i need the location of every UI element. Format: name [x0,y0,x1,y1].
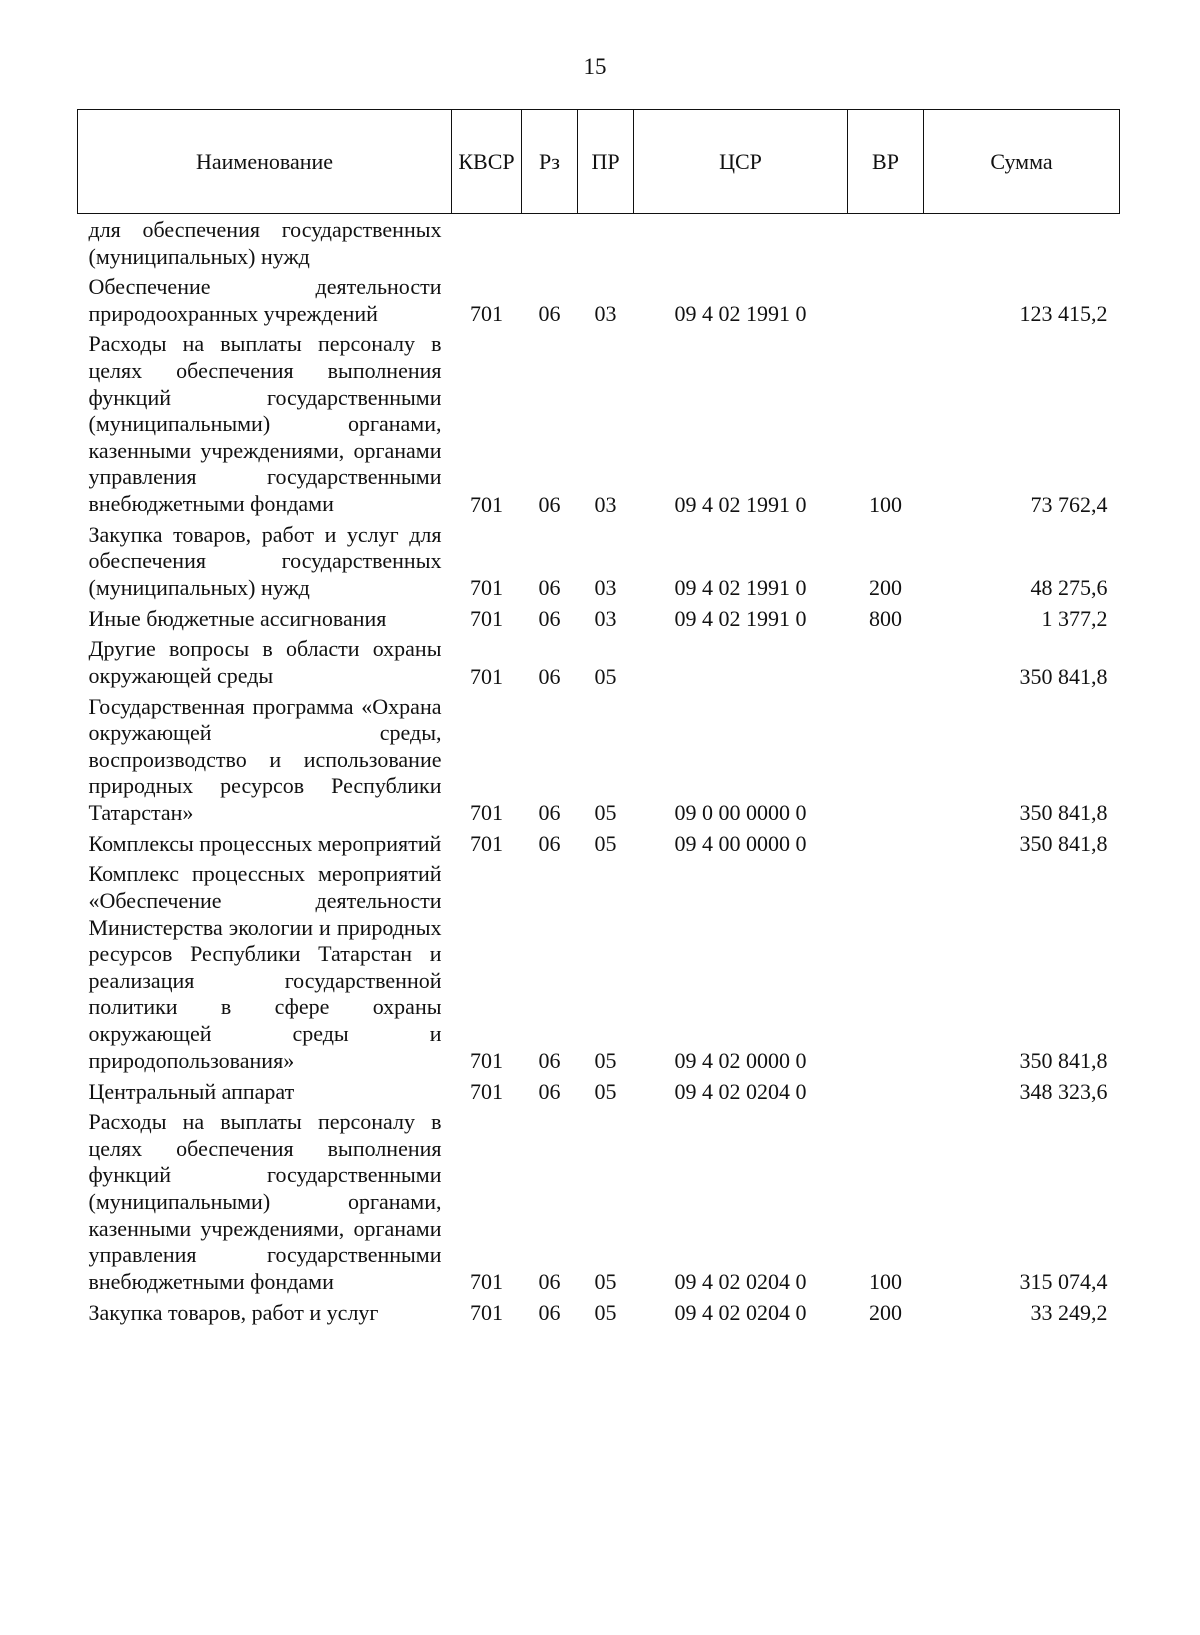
row-csr: 09 4 02 1991 0 [674,575,807,601]
table-row [78,861,1120,1078]
row-name: Государственная программа «Охрана окружающей среды, воспроизводство и использование природных ресурсов Республики Татарстан» [88,693,442,825]
row-kvsr: 701 [470,800,503,826]
row-csr: 09 0 00 0000 0 [674,800,807,826]
row-kvsr: 701 [470,831,503,857]
row-csr: 09 4 02 0000 0 [674,1048,807,1074]
row-csr [634,636,848,693]
row-name: Комплекс процессных мероприятий «Обеспечение деятельности Министерства экологии и природных ресурсов Республики Татарстан и реализация государственной политики в сфере охраны окружающей среды и природопользования» [88,861,442,1073]
row-pr: 05 [594,831,617,857]
row-vr: 100 [869,491,902,517]
row-csr: 09 4 02 0204 0 [674,1269,807,1295]
row-kvsr: 701 [470,491,503,517]
table-row [78,1078,1120,1109]
row-name: Расходы на выплаты персоналу в целях обеспечения выполнения функций государственными (муниципальными) органами, казенными учреждениями, органами управления государственными внебюджетными фондами [88,1109,442,1294]
row-rz: 06 [538,831,561,857]
table-row [78,214,1120,275]
column-header-pr: ПР [578,110,634,214]
row-sum [924,214,1120,275]
row-pr: 05 [594,1048,617,1074]
row-name: Расходы на выплаты персоналу в целях обеспечения выполнения функций государственными (муниципальными) органами, казенными учреждениями, органами управления государственными внебюджетными фондами [88,331,442,516]
row-kvsr: 701 [470,663,503,689]
row-pr: 05 [594,663,617,689]
row-rz: 06 [538,491,561,517]
row-sum: 33 249,2 [1030,1300,1108,1326]
column-header-kvsr: КВСР [452,110,522,214]
row-rz: 06 [538,1079,561,1105]
table-row [78,605,1120,636]
row-kvsr: 701 [470,606,503,632]
table-row [78,331,1120,521]
table-row [78,1299,1120,1330]
column-header-vr: ВР [848,110,924,214]
table-row [78,694,1120,831]
row-rz: 06 [538,1300,561,1326]
column-header-sum: Сумма [924,110,1120,214]
row-csr: 09 4 02 1991 0 [674,491,807,517]
row-name: Центральный аппарат [88,1078,295,1104]
table-row [78,1109,1120,1299]
row-rz: 06 [538,1269,561,1295]
row-vr: 100 [869,1269,902,1295]
row-csr [634,214,848,275]
row-rz: 06 [538,800,561,826]
row-name: Закупка товаров, работ и услуг [88,1299,379,1325]
row-sum: 48 275,6 [1030,575,1108,601]
row-vr [848,1078,924,1109]
row-pr: 05 [594,1079,617,1105]
row-kvsr: 701 [470,301,503,327]
row-kvsr: 701 [470,1300,503,1326]
row-rz: 06 [538,606,561,632]
row-csr: 09 4 02 0204 0 [674,1079,807,1105]
row-vr [848,694,924,831]
row-kvsr: 701 [470,1048,503,1074]
row-vr [848,861,924,1078]
row-rz: 06 [538,1048,561,1074]
row-name: для обеспечения государственных (муниципальных) нужд [88,217,442,269]
row-sum: 123 415,2 [1019,301,1108,327]
row-pr: 05 [594,800,617,826]
row-sum: 73 762,4 [1030,491,1108,517]
column-header-csr: ЦСР [634,110,848,214]
table-row [78,274,1120,331]
row-sum: 348 323,6 [1019,1079,1108,1105]
table-header [78,110,1120,214]
budget-table [77,109,1120,1330]
row-vr: 200 [869,1300,902,1326]
row-name: Иные бюджетные ассигнования [88,605,387,631]
row-sum: 350 841,8 [1019,831,1108,857]
row-vr [848,214,924,275]
row-csr: 09 4 02 0204 0 [674,1300,807,1326]
row-kvsr [452,214,522,275]
row-rz [522,214,578,275]
row-pr [578,214,634,275]
page-number: 15 [583,54,607,79]
row-csr: 09 4 02 1991 0 [674,301,807,327]
row-sum: 350 841,8 [1019,1048,1108,1074]
row-csr: 09 4 02 1991 0 [674,606,807,632]
row-csr: 09 4 00 0000 0 [674,831,807,857]
row-vr [848,636,924,693]
row-vr: 800 [869,606,902,632]
row-sum: 1 377,2 [1041,606,1108,632]
row-rz: 06 [538,663,561,689]
row-sum: 350 841,8 [1019,663,1108,689]
row-name: Обеспечение деятельности природоохранных учреждений [88,274,442,326]
row-rz: 06 [538,575,561,601]
table-body [78,214,1120,1331]
row-sum: 350 841,8 [1019,800,1108,826]
row-pr: 03 [594,575,617,601]
row-pr: 05 [594,1269,617,1295]
row-kvsr: 701 [470,575,503,601]
row-rz: 06 [538,301,561,327]
row-vr: 200 [869,575,902,601]
column-header-name: Наименование [78,110,452,214]
row-pr: 05 [594,1300,617,1326]
row-vr [848,830,924,861]
row-name: Закупка товаров, работ и услуг для обеспечения государственных (муниципальных) нужд [88,521,442,600]
row-kvsr: 701 [470,1269,503,1295]
row-sum: 315 074,4 [1019,1269,1108,1295]
column-header-rz: Рз [522,110,578,214]
row-kvsr: 701 [470,1079,503,1105]
row-pr: 03 [594,301,617,327]
row-pr: 03 [594,606,617,632]
table-row [78,522,1120,606]
row-name: Другие вопросы в области охраны окружающей среды [88,636,442,688]
row-pr: 03 [594,491,617,517]
table-row [78,636,1120,693]
row-name: Комплексы процессных мероприятий [88,830,442,856]
table-row [78,830,1120,861]
row-vr [848,274,924,331]
